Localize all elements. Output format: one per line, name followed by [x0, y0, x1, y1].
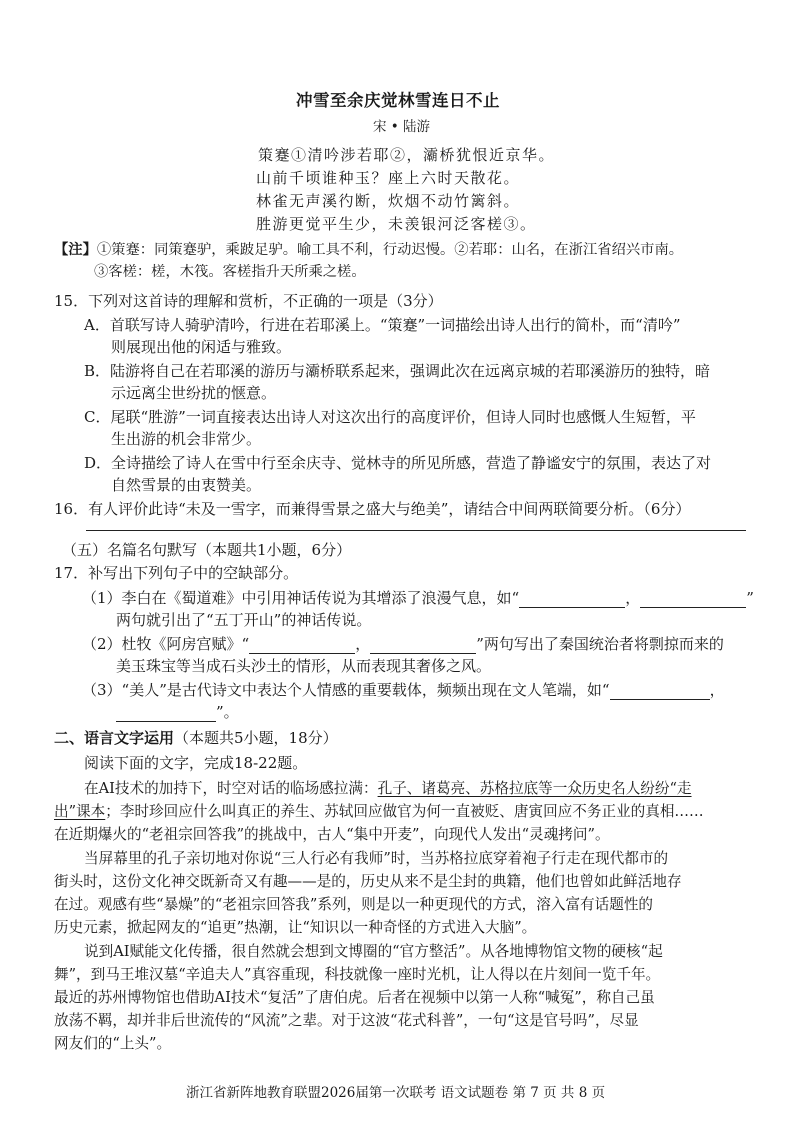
q17-blank-2a[interactable] [249, 637, 355, 654]
passage-underlined-1: 孔子、诸葛亮、苏格拉底等一众历史名人纷纷“走 [377, 780, 692, 797]
q15-option-c-cont: 生出游的机会非常少。 [111, 430, 262, 448]
poem-line-1: 策蹇①清吟涉若耶②，灞桥犹恨近京华。 [258, 146, 556, 164]
q16-stem: 16．有人评价此诗“未及一雪字，而兼得雪景之盛大与绝美”，请结合中间两联简要分析。（6分） [54, 500, 691, 518]
q15-option-d-cont: 自然雪景的由衷赞美。 [111, 476, 262, 494]
passage-p3-l3: 最近的苏州博物馆也借助AI技术“复活”了唐伯虎。后者在视频中以第一人称“喊冤”，称自己虽 [54, 989, 655, 1006]
section5-heading: （五）名篇名句默写（本题共1小题，6分） [62, 541, 352, 559]
q17-item-1: （1）李白在《蜀道难》中引用神话传说为其增添了浪漫气息，如“ ， ” [82, 589, 754, 607]
q15-option-b-cont: 示远离尘世纷扰的惬意。 [111, 384, 277, 402]
passage-p3-l5: 网友们的“上头”。 [54, 1035, 172, 1052]
q17-item-3-cont: ”。 [116, 702, 239, 722]
passage-underlined-2: 出”课本 [54, 803, 106, 820]
poem-line-4: 胜游更觉平生少，未羡银河泛客槎③。 [256, 215, 537, 233]
q15-option-c: C．尾联“胜游”一词直接表达出诗人对这次出行的高度评价，但诗人同时也感慨人生短暂，平 [84, 408, 696, 426]
page-footer: 浙江省新阵地教育联盟2026届第一次联考 语文试题卷 第 7 页 共 8 页 [186, 1085, 606, 1101]
q15-option-b: B．陆游将自己在若耶溪的游历与灞桥联系起来，强调此次在远离京城的若耶溪游历的独特，暗 [84, 362, 711, 380]
note-line-2: ③客槎：槎，木筏。客槎指升天所乘之槎。 [94, 264, 366, 280]
q15-option-a-cont: 则展现出他的闲适与雅致。 [111, 338, 292, 356]
passage-p1-l2: 出”课本；李时珍回应什么叫真正的养生、苏轼回应做官为何一直被贬、唐寅回应不务正业的真相…… [54, 803, 704, 820]
q17-blank-3b[interactable] [116, 705, 216, 722]
q17-item-3: （3）“美人”是古代诗文中表达个人情感的重要载体，频频出现在文人笔端，如“ ， [82, 681, 725, 699]
passage-p3-l1: 说到AI赋能文化传播，很自然就会想到文博圈的“官方整活”。从各地博物馆文物的硬核“起 [84, 943, 663, 960]
q15-option-a: A．首联写诗人骑驴清吟，行进在若耶溪上。“策蹇”一词描绘出诗人出行的简朴，而“清吟” [84, 316, 681, 334]
q15-stem: 15．下列对这首诗的理解和赏析，不正确的一项是（3分） [54, 292, 443, 310]
section2-heading: 二、语言文字运用（本题共5小题，18分） [54, 729, 338, 747]
passage-p2-l1: 当屏幕里的孔子亲切地对你说“三人行必有我师”时，当苏格拉底穿着袍子行走在现代都市的 [84, 850, 669, 867]
q17-blank-1a[interactable] [519, 591, 625, 608]
passage-p2-l3: 在过。观感有些“暴燥”的“老祖宗回答我”系列，则是以一种更现代的方式，溶入富有话题性的 [54, 896, 654, 913]
poem-author: 宋 • 陆游 [373, 119, 431, 135]
poem-note [54, 240, 683, 260]
q17-item-2: （2）杜牧《阿房宫赋》“ ， ”两句写出了秦国统治者将剽掠而来的 [82, 635, 724, 653]
note-label: 【注】 [54, 242, 97, 258]
q17-blank-1b[interactable] [640, 591, 746, 608]
q15-option-d: D．全诗描绘了诗人在雪中行至余庆寺、觉林寺的所见所感，营造了静谧安宁的氛围，表达了对 [84, 454, 712, 472]
q17-item-2-cont: 美玉珠宝等当成石头沙土的情形，从而表现其奢侈之风。 [116, 657, 492, 675]
poem-title: 冲雪至余庆觉林雪连日不止 [296, 91, 500, 110]
q17-stem: 17．补写出下列句子中的空缺部分。 [54, 564, 299, 582]
q17-blank-2b[interactable] [370, 637, 476, 654]
passage-p2-l4: 历史元素，掀起网友的“追更”热潮，让“知识以一种奇怪的方式进入大脑”。 [54, 919, 537, 936]
note-line-1: ①策蹇：同策蹇驴，乘跛足驴。喻工具不利，行动迟慢。②若耶：山名，在浙江省绍兴市南。 [96, 242, 684, 258]
section2-instruction: 阅读下面的文字，完成18-22题。 [84, 754, 308, 772]
poem-line-3: 林雀无声溪彴断，炊烟不动竹篱斜。 [256, 192, 521, 210]
passage-p2-l2: 街头时，这份文化神交既新奇又有趣——是的，历史从来不是尘封的典籍，他们也曾如此鲜活地存 [54, 873, 682, 890]
passage-p3-l2: 舞”，到马王堆汉墓“辛追夫人”真容重现，科技就像一座时光机，让人得以在片刻间一览千年。 [54, 966, 661, 983]
passage-p1-l3: 在近期爆火的“老祖宗回答我”的挑战中，古人“集中开麦”，向现代人发出“灵魂拷问”。 [54, 826, 610, 843]
q17-blank-3a[interactable] [610, 683, 710, 700]
q17-item-1-cont: 两句就引出了“五丁开山”的神话传说。 [116, 611, 372, 629]
poem-line-2: 山前千顷谁种玉？座上六时天散花。 [256, 169, 521, 187]
q16-answer-line[interactable] [86, 530, 746, 531]
passage-p3-l4: 放荡不羁，却并非后世流传的“风流”之辈。对于这波“花式科普”，一句“这是官号吗”，尽显 [54, 1012, 639, 1029]
passage-p1-l1: 在AI技术的加持下，时空对话的临场感拉满：孔子、诸葛亮、苏格拉底等一众历史名人纷纷“走 [84, 780, 692, 797]
